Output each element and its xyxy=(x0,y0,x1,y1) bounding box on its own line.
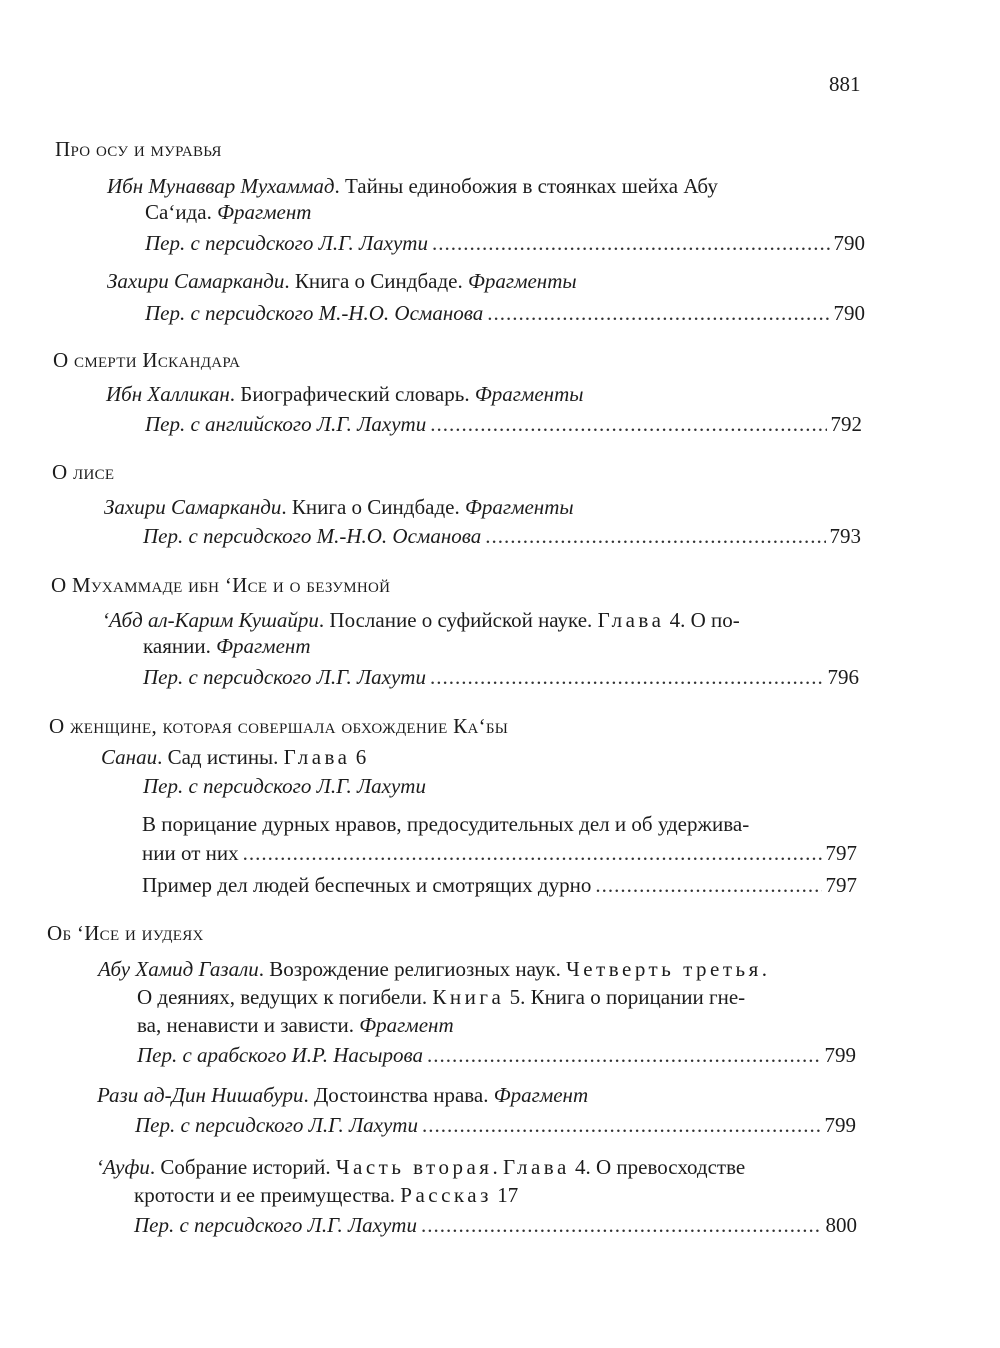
leader-dots xyxy=(432,230,830,256)
page-ref: 800 xyxy=(825,1213,857,1237)
translator-line xyxy=(145,230,865,256)
work-title: . Собрание историй. xyxy=(149,1155,336,1179)
fragment-label: Фрагмент xyxy=(359,1013,454,1037)
translator: Пер. с персидского М.-Н.О. Османова xyxy=(145,301,484,325)
section-title: Про осу и муравья xyxy=(55,137,222,161)
entry-line xyxy=(137,1012,454,1038)
section-title: Об ‘Исе и иудеях xyxy=(47,921,204,945)
leader-dots xyxy=(422,1112,821,1138)
work-title: . Послание о суфийской науке. xyxy=(318,608,598,632)
translator: Пер. с персидского Л.Г. Лахути xyxy=(143,665,426,689)
entry-line xyxy=(107,268,577,294)
work-title: . Биографический словарь. xyxy=(229,382,475,406)
entry-line xyxy=(98,956,767,982)
translator-line xyxy=(135,1112,856,1138)
part-label: Часть вторая xyxy=(335,1155,493,1179)
leader-dots xyxy=(485,523,825,549)
leader-dots xyxy=(487,300,829,326)
author: ‘Ауфи xyxy=(96,1155,150,1179)
subentry-line xyxy=(142,840,857,866)
entry-line xyxy=(107,173,718,199)
translator: Пер. с персидского Л.Г. Лахути xyxy=(134,1213,417,1237)
work-title: О деяниях, ведущих к погибели. xyxy=(137,985,433,1009)
work-title: Са‘ида. xyxy=(145,200,218,224)
fragment-label: Фрагменты xyxy=(464,495,574,519)
page-ref: 799 xyxy=(824,1043,856,1067)
work-title: 4. О превосходстве xyxy=(569,1155,746,1179)
author: Санаи xyxy=(101,745,158,769)
entry-line xyxy=(145,199,311,225)
work-title: . Книга о Синдбаде. xyxy=(284,269,468,293)
leader-dots xyxy=(421,1212,822,1238)
section-title: О Мухаммаде ибн ‘Исе и о безумной xyxy=(51,573,391,597)
author: Захири Самарканди xyxy=(107,269,285,293)
author: Захири Самарканди xyxy=(104,495,282,519)
page-ref: 793 xyxy=(829,524,861,548)
work-title: 4. О по- xyxy=(664,608,740,632)
fragment-label: Фрагмент xyxy=(216,634,311,658)
subentry-text: Пример дел людей беспечных и смотрящих дурно xyxy=(142,873,592,897)
entry-line xyxy=(97,1082,588,1108)
author: Ибн Халликан xyxy=(106,382,230,406)
fragment-label: Фрагменты xyxy=(474,382,584,406)
author: Абу Хамид Газали xyxy=(98,957,259,981)
translator-line xyxy=(137,1042,856,1068)
chapter-label: Глава xyxy=(502,1155,570,1179)
translator: Пер. с английского Л.Г. Лахути xyxy=(145,412,427,436)
author: Рази ад-Дин Нишабури xyxy=(97,1083,304,1107)
work-title: кротости и ее преимущества. xyxy=(134,1183,401,1207)
subentry-line: В порицание дурных нравов, предосудительных дел и об удержива- xyxy=(142,812,750,836)
section-title: О смерти Искандара xyxy=(53,348,241,372)
entry-line xyxy=(104,494,574,520)
work-title: . Достоинства нрава. xyxy=(303,1083,494,1107)
entry-line xyxy=(134,1182,518,1208)
page-ref: 799 xyxy=(824,1113,856,1137)
page-ref: 797 xyxy=(825,873,857,897)
story-number: 17 xyxy=(491,1183,519,1207)
work-title: . Возрождение религиозных наук. xyxy=(258,957,567,981)
subentry-text: нии от них xyxy=(142,841,239,865)
entry-line xyxy=(137,984,745,1010)
leader-dots xyxy=(595,872,821,898)
work-title: каянии. xyxy=(143,634,217,658)
entry-line xyxy=(143,633,310,659)
section-title: О лисе xyxy=(52,460,115,484)
work-title: 5. Книга о порицании гне- xyxy=(504,985,746,1009)
translator-line xyxy=(134,1212,857,1238)
author: ‘Абд ал-Карим Кушайри xyxy=(102,608,319,632)
fragment-label: Фрагменты xyxy=(467,269,577,293)
translator-line xyxy=(143,523,861,549)
translator: Пер. с персидского Л.Г. Лахути xyxy=(135,1113,418,1137)
book-label: Книга xyxy=(432,985,505,1009)
chapter-number: 6 xyxy=(350,745,367,769)
work-title: . Сад истины. xyxy=(157,745,284,769)
work-title: . Тайны единобожия в стоянках шейха Абу xyxy=(334,174,718,198)
fragment-label: Фрагмент xyxy=(217,200,312,224)
translator: Пер. с персидского Л.Г. Лахути xyxy=(145,231,428,255)
translator-line xyxy=(143,664,859,690)
page-ref: 792 xyxy=(830,412,862,436)
entry-line xyxy=(96,1154,745,1180)
page-ref: 797 xyxy=(825,841,857,865)
fragment-label: Фрагмент xyxy=(493,1083,589,1107)
punct: . xyxy=(492,1155,503,1179)
leader-dots xyxy=(243,840,822,866)
entry-line xyxy=(102,607,740,633)
leader-dots xyxy=(430,664,824,690)
leader-dots xyxy=(430,411,826,437)
page-ref: 796 xyxy=(827,665,859,689)
translator-line xyxy=(145,300,865,326)
leader-dots xyxy=(427,1042,821,1068)
chapter-label: Глава xyxy=(283,745,351,769)
entry-line xyxy=(106,381,583,407)
page-ref: 790 xyxy=(833,231,865,255)
translator: Пер. с арабского И.Р. Насырова xyxy=(137,1043,423,1067)
subentry-line xyxy=(142,872,857,898)
entry-line xyxy=(101,744,366,770)
work-title: ва, ненависти и зависти. xyxy=(137,1013,360,1037)
translator-line: Пер. с персидского Л.Г. Лахути xyxy=(143,774,426,798)
punct: . xyxy=(761,957,767,981)
page-number: 881 xyxy=(829,72,861,96)
chapter-label: Глава xyxy=(597,608,665,632)
story-label: Рассказ xyxy=(400,1183,492,1207)
translator: Пер. с персидского М.-Н.О. Османова xyxy=(143,524,482,548)
author: Ибн Мунаввар Мухаммад xyxy=(107,174,335,198)
page-ref: 790 xyxy=(833,301,865,325)
section-title: О женщине, которая совершала обхождение Ка‘бы xyxy=(49,714,509,738)
work-title: . Книга о Синдбаде. xyxy=(281,495,465,519)
translator-line xyxy=(145,411,862,437)
part-label: Четверть третья xyxy=(566,957,762,981)
